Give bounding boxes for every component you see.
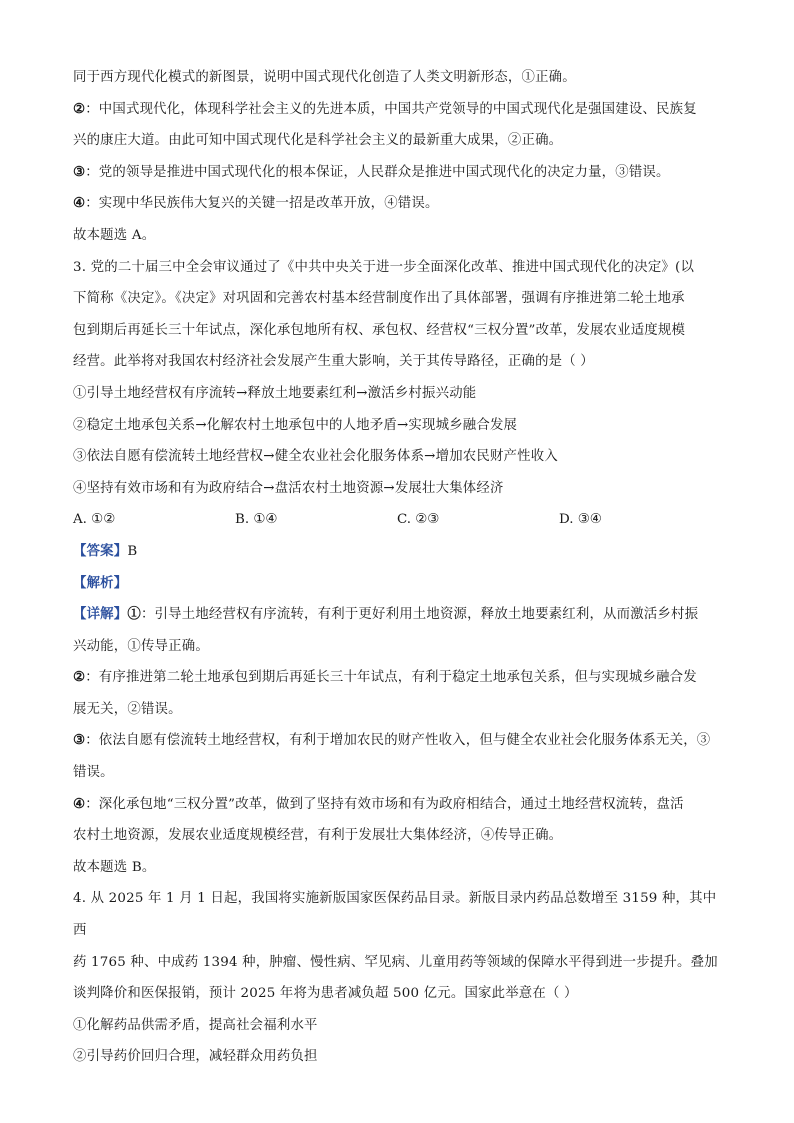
conclusion-line: 故本题选 A。	[73, 227, 156, 243]
marker-3: ③	[73, 163, 86, 180]
text-line: 同于西方现代化模式的新图景，说明中国式现代化创造了人类文明新形态，①正确。	[73, 70, 576, 85]
question-item: ③依法自愿有偿流转土地经营权→健全农业社会化服务体系→增加农民财产性收入	[73, 449, 558, 465]
option-a: A. ①②	[73, 512, 116, 528]
question-item: ②稳定土地承包关系→化解农村土地承包中的人地矛盾→实现城乡融合发展	[73, 417, 518, 433]
answer-value: B	[127, 543, 138, 559]
answer-line	[73, 536, 723, 568]
analysis-tag: 【解析】	[73, 574, 128, 591]
text-line: ③：党的领导是推进中国式现代化的根本保证，人民群众是推进中国式现代化的决定力量，③错误。	[73, 163, 670, 180]
analysis-line: 错误。	[73, 765, 114, 781]
detail-tag: 【详解】	[73, 606, 128, 623]
analysis-line: ③：依法自愿有偿流转土地经营权，有利于增加农民的财产性收入，但与健全农业社会化服务体系无关，③	[73, 732, 711, 749]
option-b: B. ①④	[235, 512, 278, 528]
question-stem-line: 包到期后再延长三十年试点，深化承包地所有权、承包权、经营权“三权分置”改革，发展农业适度规模	[73, 322, 686, 338]
text-line: 兴的康庄大道。由此可知中国式现代化是科学社会主义的最新重大成果，②正确。	[73, 133, 563, 149]
question-stem-line: 经营。此举将对我国农村经济社会发展产生重大影响，关于其传导路径，正确的是（ ）	[73, 354, 594, 370]
text-line: ②：中国式现代化，体现科学社会主义的先进本质，中国共产党领导的中国式现代化是强国建设、民族复	[73, 100, 697, 117]
answer-options	[73, 504, 723, 536]
question-stem-line: 下简称《决定》。《决定》对巩固和完善农村基本经营制度作出了具体部署，强调有序推进第二轮土地承	[73, 291, 685, 307]
analysis-line: 兴动能，①传导正确。	[73, 638, 209, 654]
question-item: ②引导药价回归合理，减轻群众用药负担	[73, 1049, 318, 1065]
question-item: ④坚持有效市场和有为政府结合→盘活农村土地资源→发展壮大集体经济	[73, 480, 504, 496]
analysis-line: 【详解】①：引导土地经营权有序流转，有利于更好利用土地资源，释放土地要素红利，从而激活乡村振	[73, 606, 699, 623]
conclusion-line: 故本题选 B。	[73, 859, 156, 875]
document-body	[73, 62, 723, 1073]
question-stem-line: 4. 从 2025 年 1 月 1 日起，我国将实施新版国家医保药品目录。新版目录内药品总数增至 3159 种，其中西	[73, 891, 717, 939]
analysis-line: 农村土地资源，发展农业适度规模经营，有利于发展壮大集体经济，④传导正确。	[73, 828, 563, 844]
question-item: ①引导土地经营权有序流转→释放土地要素红利→激活乡村振兴动能	[73, 385, 477, 401]
analysis-line: ②：有序推进第二轮土地承包到期后再延长三十年试点，有利于稳定土地承包关系，但与实现城乡融合发	[73, 669, 697, 686]
option-c: C. ②③	[397, 512, 440, 528]
analysis-line: ④：深化承包地“三权分置”改革，做到了坚持有效市场和有为政府相结合，通过土地经营权流转，盘活	[73, 795, 684, 812]
analysis-heading	[73, 568, 723, 600]
answer-tag: 【答案】	[73, 542, 128, 559]
analysis-line: 展无关，②错误。	[73, 701, 182, 717]
marker-2: ②	[73, 100, 86, 117]
marker-4: ④	[73, 195, 86, 212]
question-stem-line: 药 1765 种、中成药 1394 种，肿瘤、慢性病、罕见病、儿童用药等领域的保障水平得到进一步提升。叠加	[73, 954, 718, 970]
question-4	[73, 883, 723, 1073]
option-d: D. ③④	[559, 512, 602, 528]
question-stem-line: 3. 党的二十届三中全会审议通过了《中共中央关于进一步全面深化改革、推进中国式现代化的决定》(以	[73, 259, 695, 275]
question-3	[73, 252, 723, 884]
question-item: ①化解药品供需矛盾，提高社会福利水平	[73, 1017, 318, 1033]
question-stem-line: 谈判降价和医保报销，预计 2025 年将为患者减负超 500 亿元。国家此举意在（ ）	[73, 986, 578, 1002]
text-line: ④：实现中华民族伟大复兴的关键一招是改革开放，④错误。	[73, 195, 439, 212]
